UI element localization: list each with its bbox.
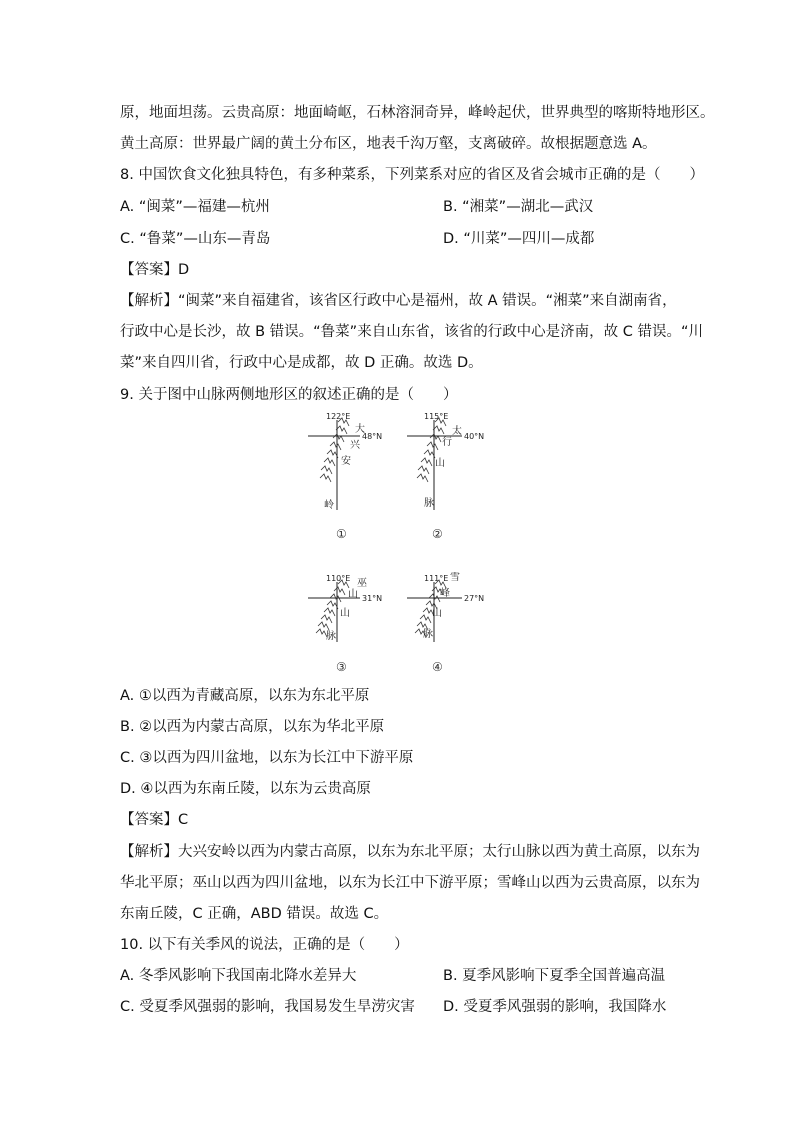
figure-2-longitude: 115°E xyxy=(424,412,449,421)
figure-2-latitude: 40°N xyxy=(464,432,485,441)
figure-4-latitude: 27°N xyxy=(464,594,485,603)
figure-1-char-2: 兴 xyxy=(350,440,360,451)
figure-3-char-3: 山 xyxy=(340,608,350,619)
figure-3-map xyxy=(300,572,400,677)
q8-option-c: C. “鲁菜”—山东—青岛 xyxy=(120,231,271,247)
figure-4-char-3: 山 xyxy=(432,608,442,619)
q9-answer: 【答案】C xyxy=(120,812,189,828)
figure-4-longitude: 111°E xyxy=(424,574,449,583)
figure-2-mountain-symbols xyxy=(417,418,446,482)
q9-option-a: A. ①以西为青藏高原，以东为东北平原 xyxy=(120,688,370,704)
figure-2-char-4: 脉 xyxy=(424,498,434,509)
q8-answer: 【答案】D xyxy=(120,262,190,278)
figure-3-char-1: 巫 xyxy=(357,578,367,589)
figure-2-char-1: 太 xyxy=(452,426,462,437)
figure-4-char-4: 脉 xyxy=(423,629,433,640)
q8-option-d: D. “川菜”—四川—成都 xyxy=(443,231,595,247)
q10-stem: 10. 以下有关季风的说法，正确的是（ ） xyxy=(120,937,409,953)
q9-analysis-line-3: 东南丘陵，C 正确，ABD 错误。故选 C。 xyxy=(120,906,389,922)
figure-1-char-1: 大 xyxy=(355,424,365,435)
figure-1-latitude: 48°N xyxy=(362,432,383,441)
figure-1-char-4: 岭 xyxy=(324,500,334,511)
intro-line-1: 原，地面坦荡。云贵高原：地面崎岖，石林溶洞奇异，峰岭起伏，世界典型的喀斯特地形区。 xyxy=(120,105,715,121)
figure-4-char-1: 雪 xyxy=(450,572,460,583)
q8-option-b: B. “湘菜”—湖北—武汉 xyxy=(443,199,594,215)
figure-1-char-3: 安 xyxy=(341,456,351,467)
q10-option-d: D. 受夏季风强弱的影响，我国降水 xyxy=(443,999,667,1015)
figure-2-caption: ② xyxy=(432,527,443,541)
figure-2-char-3: 山 xyxy=(435,458,445,469)
q9-analysis-line-1: 【解析】大兴安岭以西为内蒙古高原，以东为东北平原；太行山脉以西为黄土高原，以东为 xyxy=(120,844,700,860)
q9-analysis-line-2: 华北平原；巫山以西为四川盆地，以东为长江中下游平原；雪峰山以西为云贵高原，以东为 xyxy=(120,875,700,891)
figure-2-map xyxy=(402,410,502,515)
figure-1-longitude: 122°E xyxy=(326,412,351,421)
figure-3-char-4: 脉 xyxy=(326,631,336,642)
q9-option-d: D. ④以西为东南丘陵，以东为云贵高原 xyxy=(120,781,371,797)
q10-option-b: B. 夏季风影响下夏季全国普遍高温 xyxy=(443,968,666,984)
figure-3-char-2: 山 xyxy=(348,589,358,600)
figure-1-mountain-symbols xyxy=(320,418,349,482)
figure-4-map xyxy=(402,572,502,677)
figure-3-longitude: 110°E xyxy=(326,574,351,583)
q8-analysis-line-1: 【解析】“闽菜”来自福建省，该省区行政中心是福州，故 A 错误。“湘菜”来自湖南省， xyxy=(120,293,677,309)
figure-4-char-2: 峰 xyxy=(440,588,450,599)
q10-option-c: C. 受夏季风强弱的影响，我国易发生旱涝灾害 xyxy=(120,999,415,1015)
q9-stem: 9. 关于图中山脉两侧地形区的叙述正确的是（ ） xyxy=(120,387,458,403)
q8-analysis-line-3: 菜”来自四川省，行政中心是成都，故 D 正确。故选 D。 xyxy=(120,355,483,371)
q9-option-b: B. ②以西为内蒙古高原，以东为华北平原 xyxy=(120,719,385,735)
figure-3-caption: ③ xyxy=(336,660,347,674)
q8-analysis-line-2: 行政中心是长沙，故 B 错误。“鲁菜”来自山东省，该省的行政中心是济南，故 C 错误。“川 xyxy=(120,324,704,340)
figure-4-caption: ④ xyxy=(432,660,443,674)
q10-option-a: A. 冬季风影响下我国南北降水差异大 xyxy=(120,968,357,984)
figure-1-caption: ① xyxy=(336,527,347,541)
figure-2-char-2: 行 xyxy=(442,437,452,448)
figure-3-latitude: 31°N xyxy=(362,594,383,603)
q8-option-a: A. “闽菜”—福建—杭州 xyxy=(120,199,270,215)
intro-line-2: 黄土高原：世界最广阔的黄土分布区，地表千沟万壑，支离破碎。故根据题意选 A。 xyxy=(120,136,657,152)
q8-stem: 8. 中国饮食文化独具特色，有多种菜系，下列菜系对应的省区及省会城市正确的是（ ） xyxy=(120,167,704,183)
figure-1-map xyxy=(300,410,400,515)
q9-option-c: C. ③以西为四川盆地，以东为长江中下游平原 xyxy=(120,750,414,766)
